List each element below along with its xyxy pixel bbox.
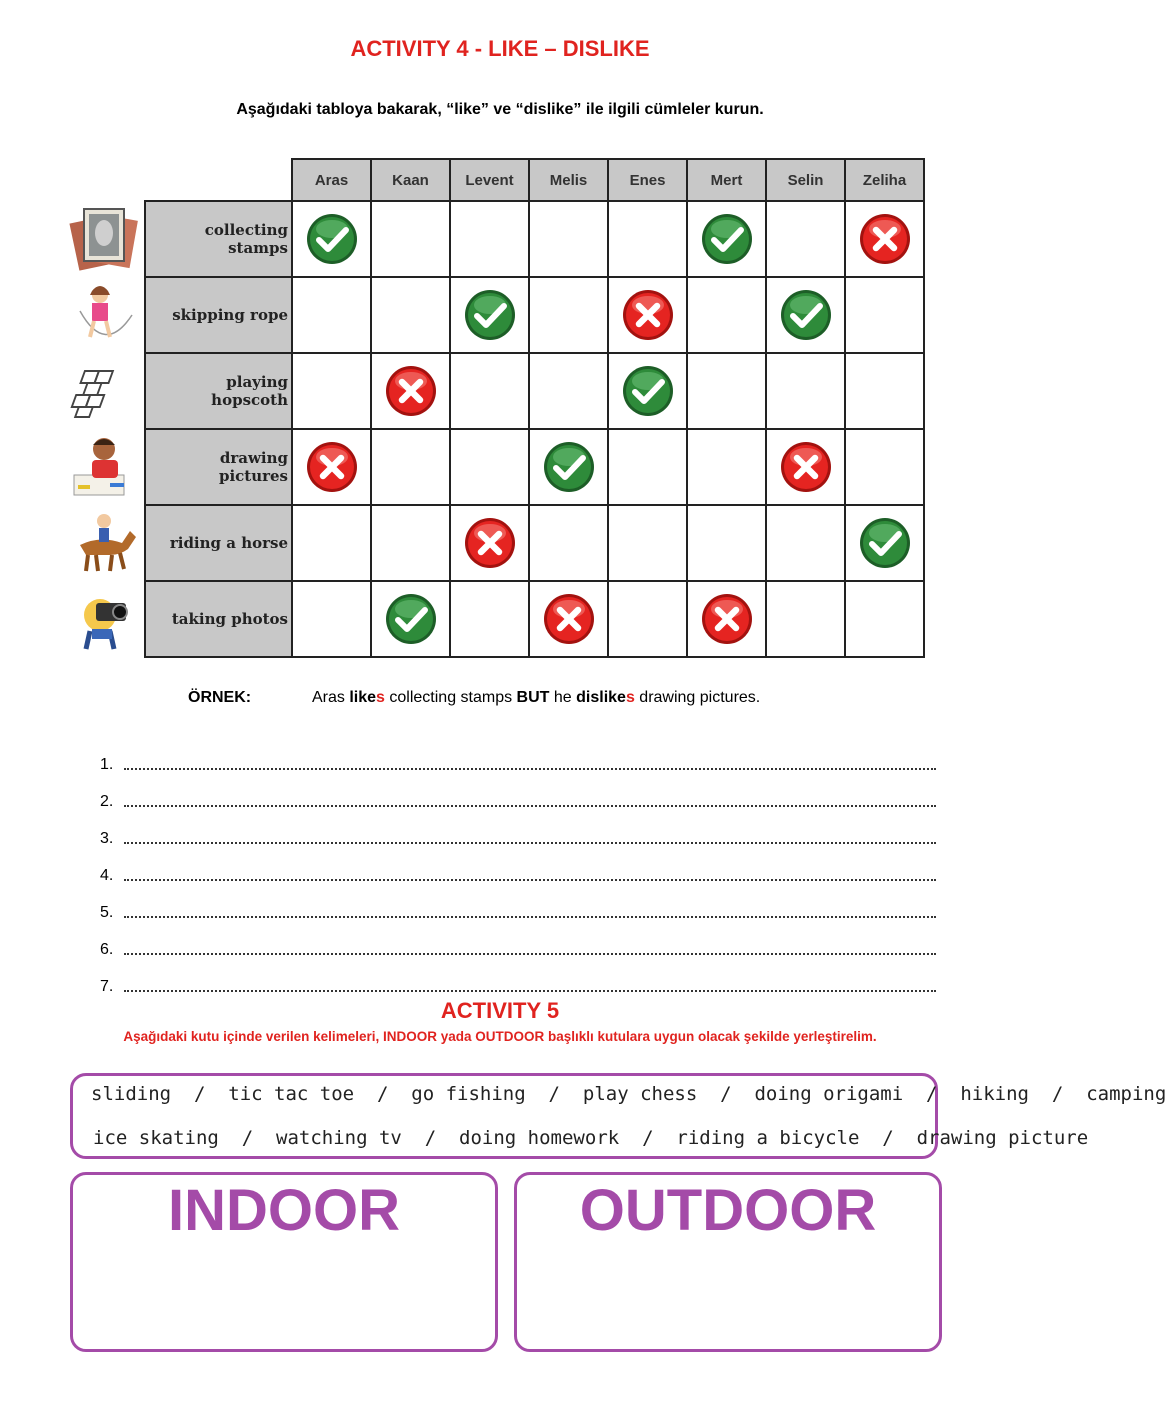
outdoor-heading: OUTDOOR xyxy=(579,1178,877,1243)
indoor-box[interactable] xyxy=(70,1172,498,1352)
table-cell xyxy=(608,201,687,277)
table-row xyxy=(66,429,924,505)
example-text-4: drawing pictures. xyxy=(634,689,761,706)
table-cell xyxy=(292,353,371,429)
cross-icon xyxy=(700,610,754,627)
activity4-title: ACTIVITY 4 - LIKE – DISLIKE xyxy=(350,36,650,61)
table-cell xyxy=(292,277,371,353)
table-cell xyxy=(845,201,924,277)
answer-line[interactable] xyxy=(100,922,936,959)
check-icon xyxy=(384,610,438,627)
example-like: like xyxy=(349,689,377,706)
activity-label: riding a horse xyxy=(145,505,292,581)
line-number: 2. xyxy=(100,793,114,810)
header-spacer xyxy=(66,159,292,201)
cross-icon xyxy=(305,458,359,475)
name-header: Mert xyxy=(687,159,766,201)
line-number: 7. xyxy=(100,978,114,995)
table-row xyxy=(66,277,924,353)
table-cell xyxy=(766,581,845,657)
answer-lines xyxy=(100,737,936,996)
name-header: Aras xyxy=(292,159,371,201)
table-cell xyxy=(450,429,529,505)
table-cell xyxy=(845,581,924,657)
line-number: 1. xyxy=(100,756,114,773)
table-cell xyxy=(450,505,529,581)
word-bank-line-1: sliding / tic tac toe / go fishing / play chess / doing origami / hiking / camping xyxy=(91,1083,1166,1105)
example-text-3: he xyxy=(549,689,577,706)
table-row xyxy=(66,581,924,657)
example-text-1: Aras xyxy=(312,689,350,706)
check-icon xyxy=(463,306,517,323)
table-cell xyxy=(766,353,845,429)
activity4-instruction: Aşağıdaki tabloya bakarak, “like” ve “dislike” ile ilgili cümleler kurun. xyxy=(236,101,764,118)
cross-icon xyxy=(463,534,517,551)
hopscotch-icon xyxy=(66,353,145,429)
table-cell xyxy=(529,277,608,353)
table-cell xyxy=(371,505,450,581)
word-bank-box xyxy=(70,1073,1166,1159)
indoor-heading: INDOOR xyxy=(168,1178,400,1243)
example-dislike-s: s xyxy=(625,689,635,706)
cross-icon xyxy=(779,458,833,475)
activity5-instruction: Aşağıdaki kutu içinde verilen kelimeleri, INDOOR yada OUTDOOR başlıklı kutulara uygun olacak şekilde yerleştirelim. xyxy=(123,1029,877,1044)
table-cell xyxy=(371,581,450,657)
name-header: Zeliha xyxy=(845,159,924,201)
answer-line[interactable] xyxy=(100,848,936,885)
drawing-child-icon xyxy=(66,429,145,505)
line-number: 3. xyxy=(100,830,114,847)
dotted-line[interactable] xyxy=(124,828,936,844)
check-icon xyxy=(621,382,675,399)
horse-rider-icon xyxy=(66,505,145,581)
table-cell xyxy=(529,353,608,429)
activity-label: skipping rope xyxy=(145,277,292,353)
table-cell xyxy=(450,201,529,277)
table-cell xyxy=(450,581,529,657)
table-cell xyxy=(292,581,371,657)
cross-icon xyxy=(542,610,596,627)
activity-label: taking photos xyxy=(145,581,292,657)
table-cell xyxy=(687,201,766,277)
name-header: Melis xyxy=(529,159,608,201)
answer-line[interactable] xyxy=(100,959,936,996)
table-cell xyxy=(687,277,766,353)
cross-icon xyxy=(858,230,912,247)
answer-line[interactable] xyxy=(100,885,936,922)
header-row xyxy=(66,159,924,201)
word-bank-line-2: ice skating / watching tv / doing homework / riding a bicycle / drawing picture xyxy=(93,1127,1089,1149)
table-cell xyxy=(529,581,608,657)
check-icon xyxy=(542,458,596,475)
name-header: Enes xyxy=(608,159,687,201)
table-cell xyxy=(845,505,924,581)
example-like-s: s xyxy=(376,689,385,706)
like-dislike-table xyxy=(66,158,925,658)
dotted-line[interactable] xyxy=(124,791,936,807)
table-cell xyxy=(529,429,608,505)
table-cell xyxy=(371,201,450,277)
example-label: ÖRNEK: xyxy=(188,689,252,706)
table-row xyxy=(66,353,924,429)
table-cell xyxy=(766,505,845,581)
table-cell xyxy=(608,429,687,505)
stamps-icon xyxy=(66,201,145,277)
dotted-line[interactable] xyxy=(124,902,936,918)
dotted-line[interactable] xyxy=(124,939,936,955)
answer-line[interactable] xyxy=(100,774,936,811)
name-header: Levent xyxy=(450,159,529,201)
table-cell xyxy=(292,505,371,581)
example-but: BUT xyxy=(516,689,550,706)
table-cell xyxy=(608,353,687,429)
activity-label: playing hopscoth xyxy=(145,353,292,429)
table-row xyxy=(66,201,924,277)
table-cell xyxy=(292,201,371,277)
table-cell xyxy=(371,277,450,353)
check-icon xyxy=(700,230,754,247)
answer-line[interactable] xyxy=(100,737,936,774)
skipping-girl-icon xyxy=(66,277,145,353)
table-cell xyxy=(450,277,529,353)
table-cell xyxy=(529,505,608,581)
photographer-icon xyxy=(66,581,145,657)
activity-label: collecting stamps xyxy=(145,201,292,277)
table-cell xyxy=(608,581,687,657)
line-number: 6. xyxy=(100,941,114,958)
table-cell xyxy=(766,277,845,353)
table-cell xyxy=(371,429,450,505)
name-header: Selin xyxy=(766,159,845,201)
answer-line[interactable] xyxy=(100,811,936,848)
table-cell xyxy=(845,353,924,429)
table-cell xyxy=(608,505,687,581)
check-icon xyxy=(305,230,359,247)
table-cell xyxy=(529,201,608,277)
dotted-line[interactable] xyxy=(124,754,936,770)
table-cell xyxy=(687,581,766,657)
table-cell xyxy=(687,505,766,581)
check-icon xyxy=(779,306,833,323)
table-cell xyxy=(687,353,766,429)
outdoor-box[interactable] xyxy=(514,1172,942,1352)
dotted-line[interactable] xyxy=(124,976,936,992)
example-text-2: collecting stamps xyxy=(384,689,517,706)
table-cell xyxy=(450,353,529,429)
table-cell xyxy=(687,429,766,505)
table-cell xyxy=(766,201,845,277)
cross-icon xyxy=(621,306,675,323)
table-cell xyxy=(845,429,924,505)
table-cell xyxy=(371,353,450,429)
name-header: Kaan xyxy=(371,159,450,201)
table-row xyxy=(66,505,924,581)
example-dislike: dislike xyxy=(576,689,626,706)
table-cell xyxy=(845,277,924,353)
table-cell xyxy=(292,429,371,505)
table-cell xyxy=(608,277,687,353)
dotted-line[interactable] xyxy=(124,865,936,881)
example-sentence xyxy=(188,689,760,707)
line-number: 4. xyxy=(100,867,114,884)
cross-icon xyxy=(384,382,438,399)
table-cell xyxy=(766,429,845,505)
line-number: 5. xyxy=(100,904,114,921)
check-icon xyxy=(858,534,912,551)
activity-label: drawing pictures xyxy=(145,429,292,505)
activity5-title: ACTIVITY 5 xyxy=(440,998,560,1023)
